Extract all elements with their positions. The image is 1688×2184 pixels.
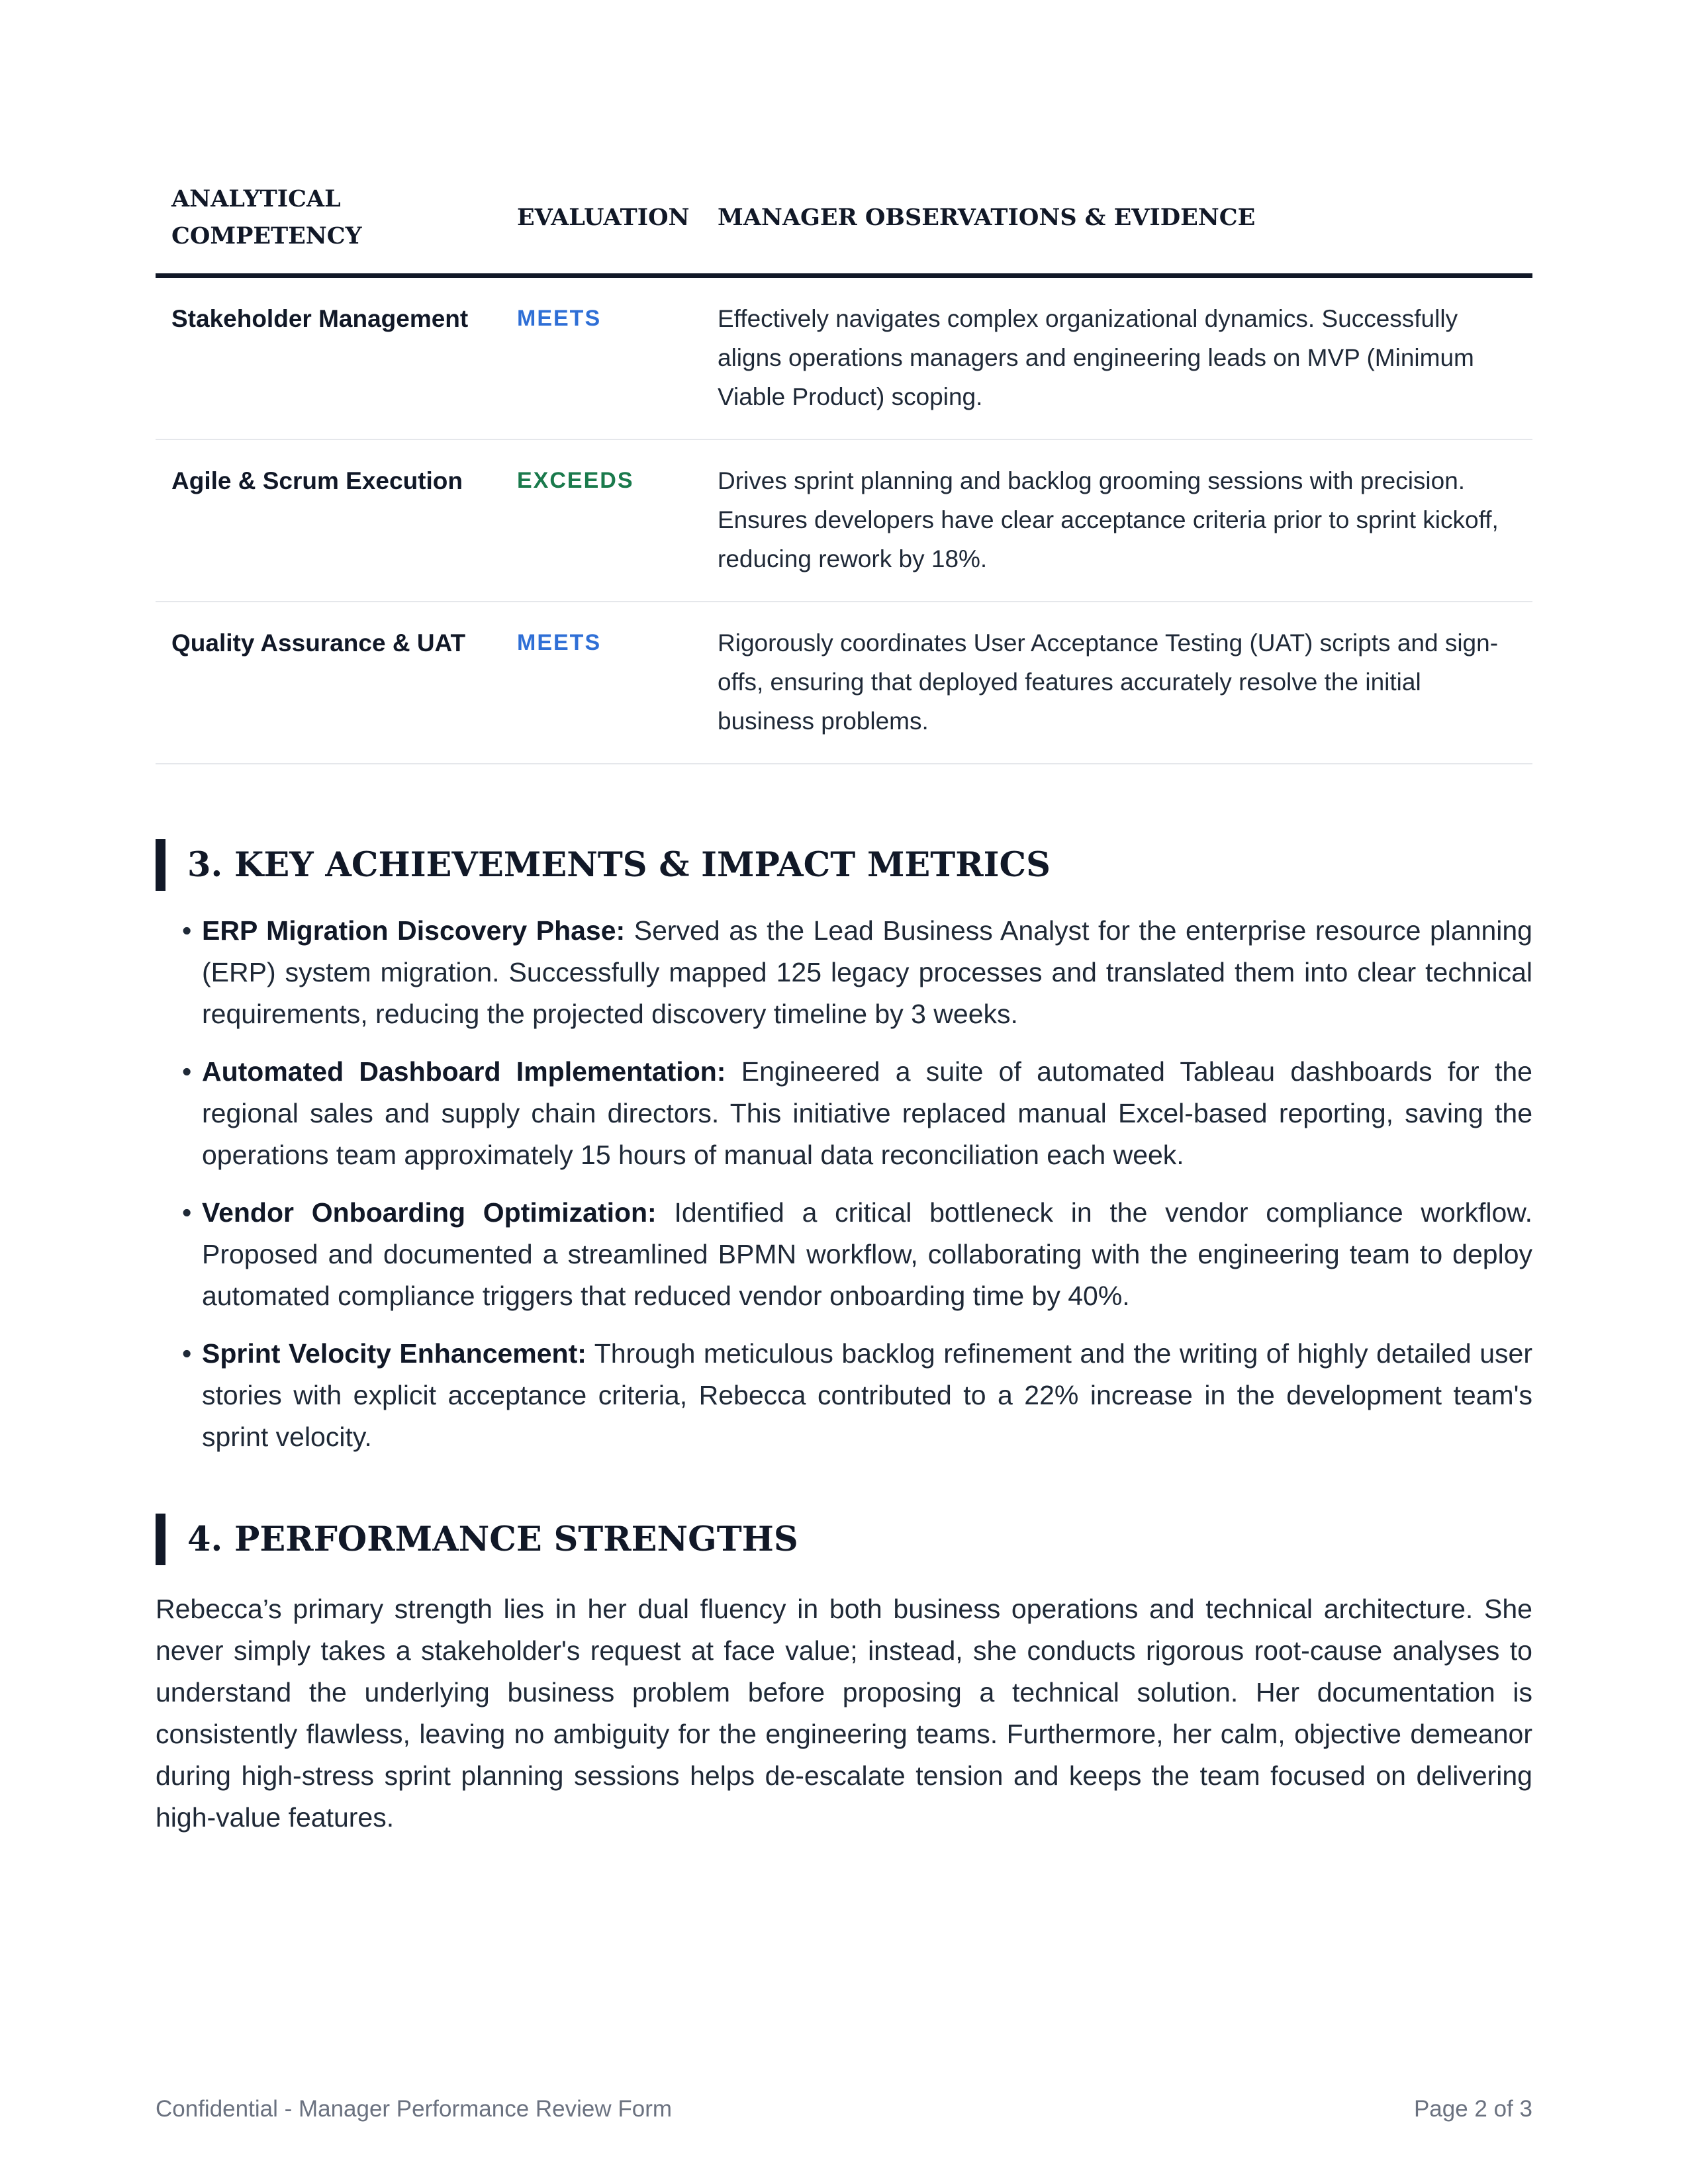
achievement-title: Sprint Velocity Enhancement: [202, 1338, 586, 1369]
evaluation-rating: MEETS [500, 602, 708, 764]
list-item [156, 1333, 1532, 1458]
achievement-text: Through meticulous backlog refinement and the writing of highly detailed user stories with explicit acceptance criteria, Rebecca contributed to a 22% increase in the development team's sprint velocity. [202, 1338, 1532, 1452]
header-competency: ANALYTICAL COMPETENCY [156, 169, 500, 276]
header-observations: MANAGER OBSERVATIONS & EVIDENCE [708, 169, 1532, 276]
competency-name: Quality Assurance & UAT [156, 602, 500, 764]
achievement-title: Vendor Onboarding Optimization: [202, 1197, 657, 1228]
table-row [156, 276, 1532, 440]
manager-observation: Rigorously coordinates User Acceptance Testing (UAT) scripts and sign-offs, ensuring that deployed features accurately resolve the initial business problems. [708, 602, 1532, 764]
manager-observation: Drives sprint planning and backlog grooming sessions with precision. Ensures developers have clear acceptance criteria prior to sprint kickoff, reducing rework by 18%. [708, 439, 1532, 602]
manager-observation: Effectively navigates complex organizational dynamics. Successfully aligns operations managers and engineering leads on MVP (Minimum Viable Product) scoping. [708, 276, 1532, 440]
strengths-section-heading [156, 1514, 1532, 1565]
achievements-section-heading [156, 839, 1532, 891]
list-item [156, 1192, 1532, 1317]
achievements-heading: 3. KEY ACHIEVEMENTS & IMPACT METRICS [187, 845, 1051, 885]
section-accent-bar [156, 839, 165, 891]
table-row [156, 439, 1532, 602]
competency-table [156, 169, 1532, 764]
competency-table-header [156, 169, 1532, 276]
section-accent-bar [156, 1514, 165, 1565]
footer-confidential-note: Confidential - Manager Performance Review Form [156, 2096, 673, 2122]
bullet-icon: • [182, 1056, 192, 1087]
bullet-icon: • [182, 915, 192, 946]
bullet-icon: • [182, 1197, 192, 1228]
list-item [156, 1051, 1532, 1176]
strengths-paragraph: Rebecca’s primary strength lies in her dual fluency in both business operations and technical architecture. She never simply takes a stakeholder's request at face value; instead, she conducts rigorous root-cause analyses to understand the underlying business problem before proposing a technical solution. Her documentation is consistently flawless, leaving no ambiguity for the engineering teams. Furthermore, her calm, objective demeanor during high-stress sprint planning sessions helps de-escalate tension and keeps the team focused on delivering high-value features. [156, 1594, 1532, 1833]
header-evaluation: EVALUATION [500, 169, 708, 276]
achievement-text: Engineered a suite of automated Tableau dashboards for the regional sales and supply chain directors. This initiative replaced manual Excel-based reporting, saving the operations team approximately 15 hours of manual data reconciliation each week. [202, 1056, 1532, 1170]
strengths-heading: 4. PERFORMANCE STRENGTHS [187, 1520, 798, 1559]
achievements-list [156, 910, 1532, 1474]
achievement-title: Automated Dashboard Implementation: [202, 1056, 726, 1087]
achievement-text: Served as the Lead Business Analyst for the enterprise resource planning (ERP) system migration. Successfully mapped 125 legacy processes and translated them into clear technical requirements, reducing the projected discovery timeline by 3 weeks. [202, 915, 1532, 1029]
achievement-title: ERP Migration Discovery Phase: [202, 915, 626, 946]
competency-name: Agile & Scrum Execution [156, 439, 500, 602]
evaluation-rating: MEETS [500, 276, 708, 440]
table-row [156, 602, 1532, 764]
bullet-icon: • [182, 1338, 192, 1369]
list-item [156, 910, 1532, 1035]
evaluation-rating: EXCEEDS [500, 439, 708, 602]
achievement-text: Identified a critical bottleneck in the vendor compliance workflow. Proposed and documented a streamlined BPMN workflow, collaborating with the engineering team to deploy automated compliance triggers that reduced vendor onboarding time by 40%. [202, 1197, 1532, 1311]
footer-page-number: Page 2 of 3 [1413, 2096, 1532, 2122]
competency-name: Stakeholder Management [156, 276, 500, 440]
